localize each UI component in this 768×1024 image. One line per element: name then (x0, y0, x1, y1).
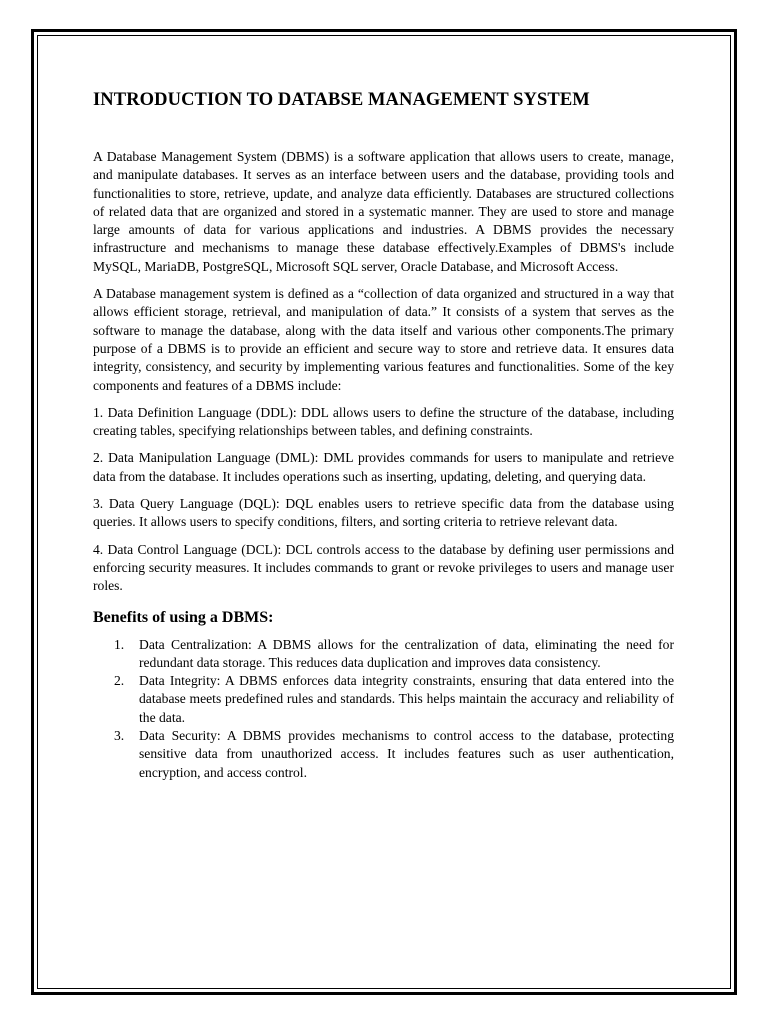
document-body (93, 86, 674, 782)
benefits-heading: Benefits of using a DBMS: (93, 608, 274, 626)
list-item (93, 672, 674, 727)
intro-paragraph: A Database Management System (DBMS) is a software application that allows users to create, manage, and manipulate databases. It serves as an interface between users and the database, providing tools and functionalities to store, retrieve, update, and analyze data efficiently. Databases are structured collections of related data that are organized and stored in a systematic manner. They are used to store and manage large amounts of data for various applications and industries. A DBMS provides the necessary infrastructure and mechanisms to manage these database effectively.Examples of DBMS's include MySQL, MariaDB, PostgreSQL, Microsoft SQL server, Oracle Database, and Microsoft Access. (93, 149, 674, 274)
benefits-list (93, 636, 674, 782)
definition-paragraph: A Database management system is defined as a “collection of data organized and structured in a way that allows efficient storage, retrieval, and manipulation of data.” It consists of a system that serves as the software to manage the database, along with the data itself and various other components.The primary purpose of a DBMS is to provide an efficient and secure way to store and retrieve data. It ensures data integrity, consistency, and security by implementing various features and functionalities. Some of the key components and features of a DBMS include: (93, 286, 674, 393)
ddl-paragraph: 1. Data Definition Language (DDL): DDL allows users to define the structure of the database, including creating tables, specifying relationships between tables, and defining constraints. (93, 404, 674, 439)
list-item-text: Data Centralization: A DBMS allows for the centralization of data, eliminating the need for redundant data storage. This reduces data duplication and improves data consistency. (139, 636, 674, 670)
dql-paragraph: 3. Data Query Language (DQL): DQL enables users to retrieve specific data from the database using queries. It allows users to specify conditions, filters, and sorting criteria to retrieve relevant data. (93, 496, 674, 530)
list-item-text: Data Security: A DBMS provides mechanisms to control access to the database, protecting sensitive data from unauthorized access. It includes features such as user authentication, encryption, and access control. (139, 728, 674, 780)
list-item-number: 2. (114, 673, 125, 689)
list-item (93, 636, 674, 673)
document-title: INTRODUCTION TO DATABSE MANAGEMENT SYSTEM (93, 90, 590, 110)
dcl-paragraph: 4. Data Control Language (DCL): DCL controls access to the database by defining user permissions and enforcing security measures. It includes commands to grant or revoke privileges to users and manage user roles. (93, 541, 674, 594)
list-item-number: 3. (114, 728, 125, 744)
list-item-number: 1. (114, 636, 125, 652)
dml-paragraph: 2. Data Manipulation Language (DML): DML provides commands for users to manipulate and retrieve data from the database. It includes operations such as inserting, updating, deleting, and querying data. (93, 450, 674, 484)
list-item-text: Data Integrity: A DBMS enforces data integrity constraints, ensuring that data entered into the database meets predefined rules and standards. This helps maintain the accuracy and reliability of the data. (139, 673, 674, 725)
list-item (93, 727, 674, 782)
